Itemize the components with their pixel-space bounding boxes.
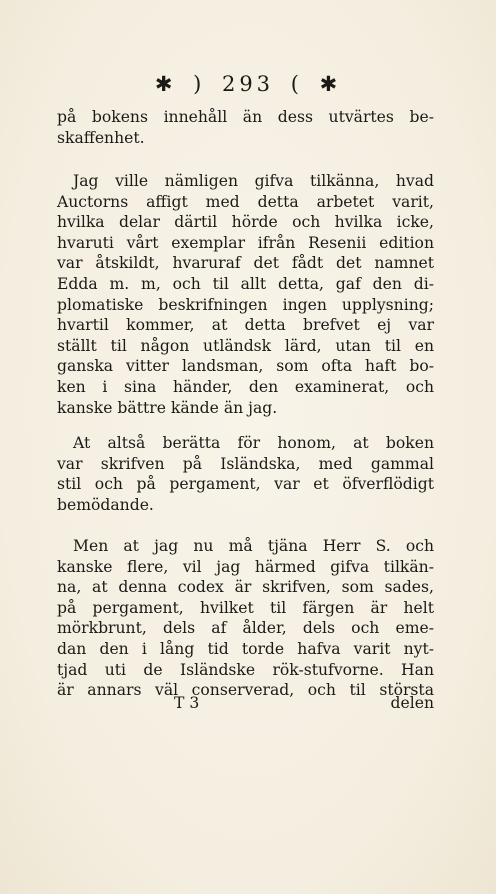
text-line: skaffenhet. xyxy=(57,128,145,147)
text-line: är annars väl conserverad, och til största xyxy=(57,681,434,700)
text-line: dan den i lång tid torde hafva varit nyt- xyxy=(57,639,434,658)
page-header: ✱ ) 293 ( ✱ xyxy=(154,72,342,96)
text-line: hvartil kommer, at detta brefvet ej var xyxy=(57,316,434,335)
text-line: ken i sina händer, den examinerat, och xyxy=(57,377,434,396)
text-line: stil och på pergament, var et öfverflödigt xyxy=(57,475,434,494)
text-line: bemödande. xyxy=(57,495,154,514)
text-line: Edda m. m, och til allt detta, gaf den di- xyxy=(57,274,434,293)
text-line: var skrifven på Isländska, med gammal xyxy=(57,454,434,473)
catchword: delen xyxy=(390,694,434,712)
paragraph xyxy=(57,171,434,418)
text-line: At altså berätta för honom, at boken xyxy=(73,434,434,452)
paragraph xyxy=(57,536,434,701)
text-line: kanske bättre kände än jag. xyxy=(57,398,278,417)
text-line: tjad uti de Isländske rök-stufvorne. Han xyxy=(57,660,434,679)
page-footer xyxy=(57,694,434,715)
paragraph xyxy=(57,107,434,148)
text-line: på pergament, hvilket til färgen är helt xyxy=(57,598,434,617)
text-line: hvilka delar därtil hörde och hvilka icke, xyxy=(57,213,434,232)
text-line: Auctorns affigt med detta arbetet varit, xyxy=(57,192,434,211)
text-line: na, at denna codex är skrifven, som sades, xyxy=(57,578,434,597)
text-line: Jag ville nämligen gifva tilkänna, hvad xyxy=(73,172,434,190)
signature-mark: T 3 xyxy=(174,694,200,712)
text-line: ganska vitter landsman, som ofta haft bo- xyxy=(57,357,434,376)
text-line: hvaruti vårt exemplar ifrån Resenii edition xyxy=(57,233,434,252)
paragraph xyxy=(57,433,434,515)
text-line: plomatiske beskrifningen ingen upplysning; xyxy=(57,295,434,314)
text-line: ställt til någon utländsk lärd, utan til en xyxy=(57,336,434,355)
text-line: Men at jag nu må tjäna Herr S. och xyxy=(73,537,434,555)
text-line: kanske flere, vil jag härmed gifva tilkän- xyxy=(57,557,434,576)
text-line: var åtskildt, hvaruraf det fådt det namnet xyxy=(57,254,434,273)
text-line: på bokens innehåll än dess utvärtes be- xyxy=(57,108,434,126)
text-line: mörkbrunt, dels af ålder, dels och eme- xyxy=(57,619,434,638)
